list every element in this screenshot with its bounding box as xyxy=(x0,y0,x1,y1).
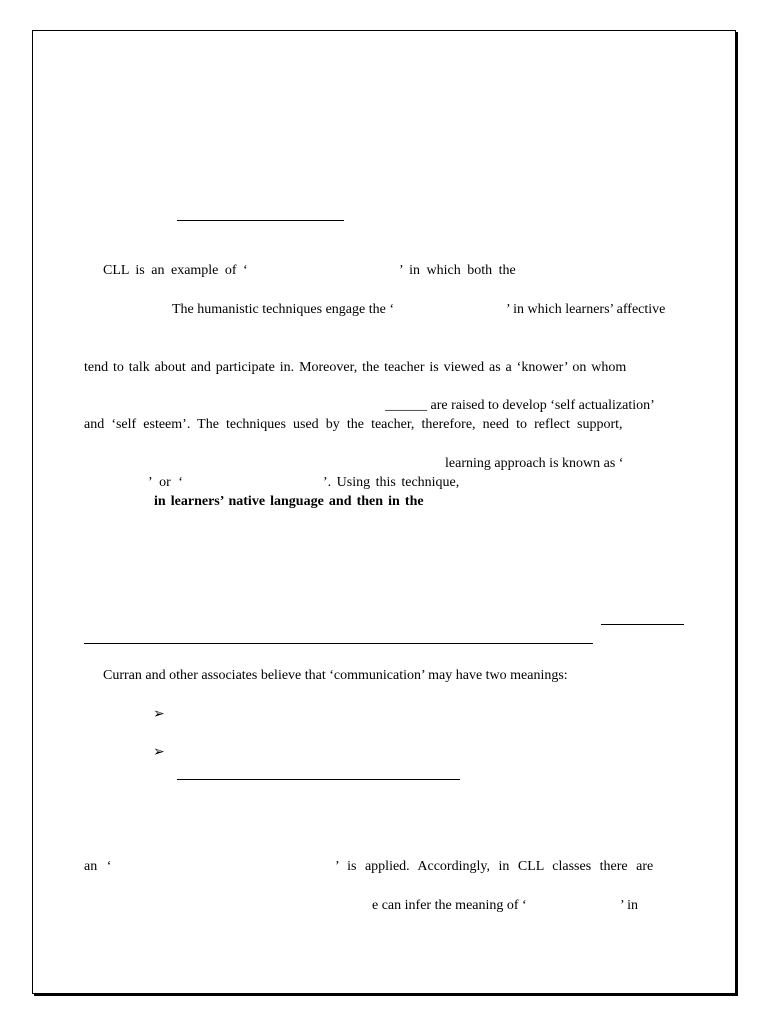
page-border xyxy=(32,30,736,994)
text-line: Curran and other associates believe that ‘communication’ may have two meanings: xyxy=(103,668,568,683)
blank-line xyxy=(601,624,684,625)
text-line: learning approach is known as ‘ xyxy=(445,456,624,471)
text-line: ’ in which learners’ affective xyxy=(506,302,666,317)
text-line: e can infer the meaning of ‘ xyxy=(372,898,527,913)
text-line: ’ is applied. Accordingly, in CLL classes there are xyxy=(335,859,654,874)
text-line: tend to talk about and participate in. Moreover, the teacher is viewed as a ‘knower’ on whom xyxy=(84,360,627,375)
text-fragment: are raised to develop ‘self actualization’ xyxy=(427,398,655,413)
text-line: and ‘self esteem’. The techniques used by the teacher, therefore, need to reflect support, xyxy=(84,417,623,432)
text-line: ’. Using this technique, xyxy=(323,475,460,490)
text-line: CLL is an example of ‘ xyxy=(103,263,248,278)
heading-underline xyxy=(177,779,460,780)
text-line: ’ or ‘ xyxy=(148,475,183,490)
blank-fill: ______ xyxy=(385,398,427,413)
heading-underline xyxy=(177,220,344,221)
arrow-bullet-icon: ➢ xyxy=(153,745,165,760)
text-line: ’ in which both the xyxy=(399,263,516,278)
text-line xyxy=(385,398,655,414)
bold-text-line: in learners’ native language and then in the xyxy=(154,494,424,509)
text-line: The humanistic techniques engage the ‘ xyxy=(172,302,394,317)
text-line: ’ in xyxy=(620,898,639,913)
blank-line xyxy=(84,643,593,644)
text-line: an ‘ xyxy=(84,859,112,874)
arrow-bullet-icon: ➢ xyxy=(153,707,165,722)
